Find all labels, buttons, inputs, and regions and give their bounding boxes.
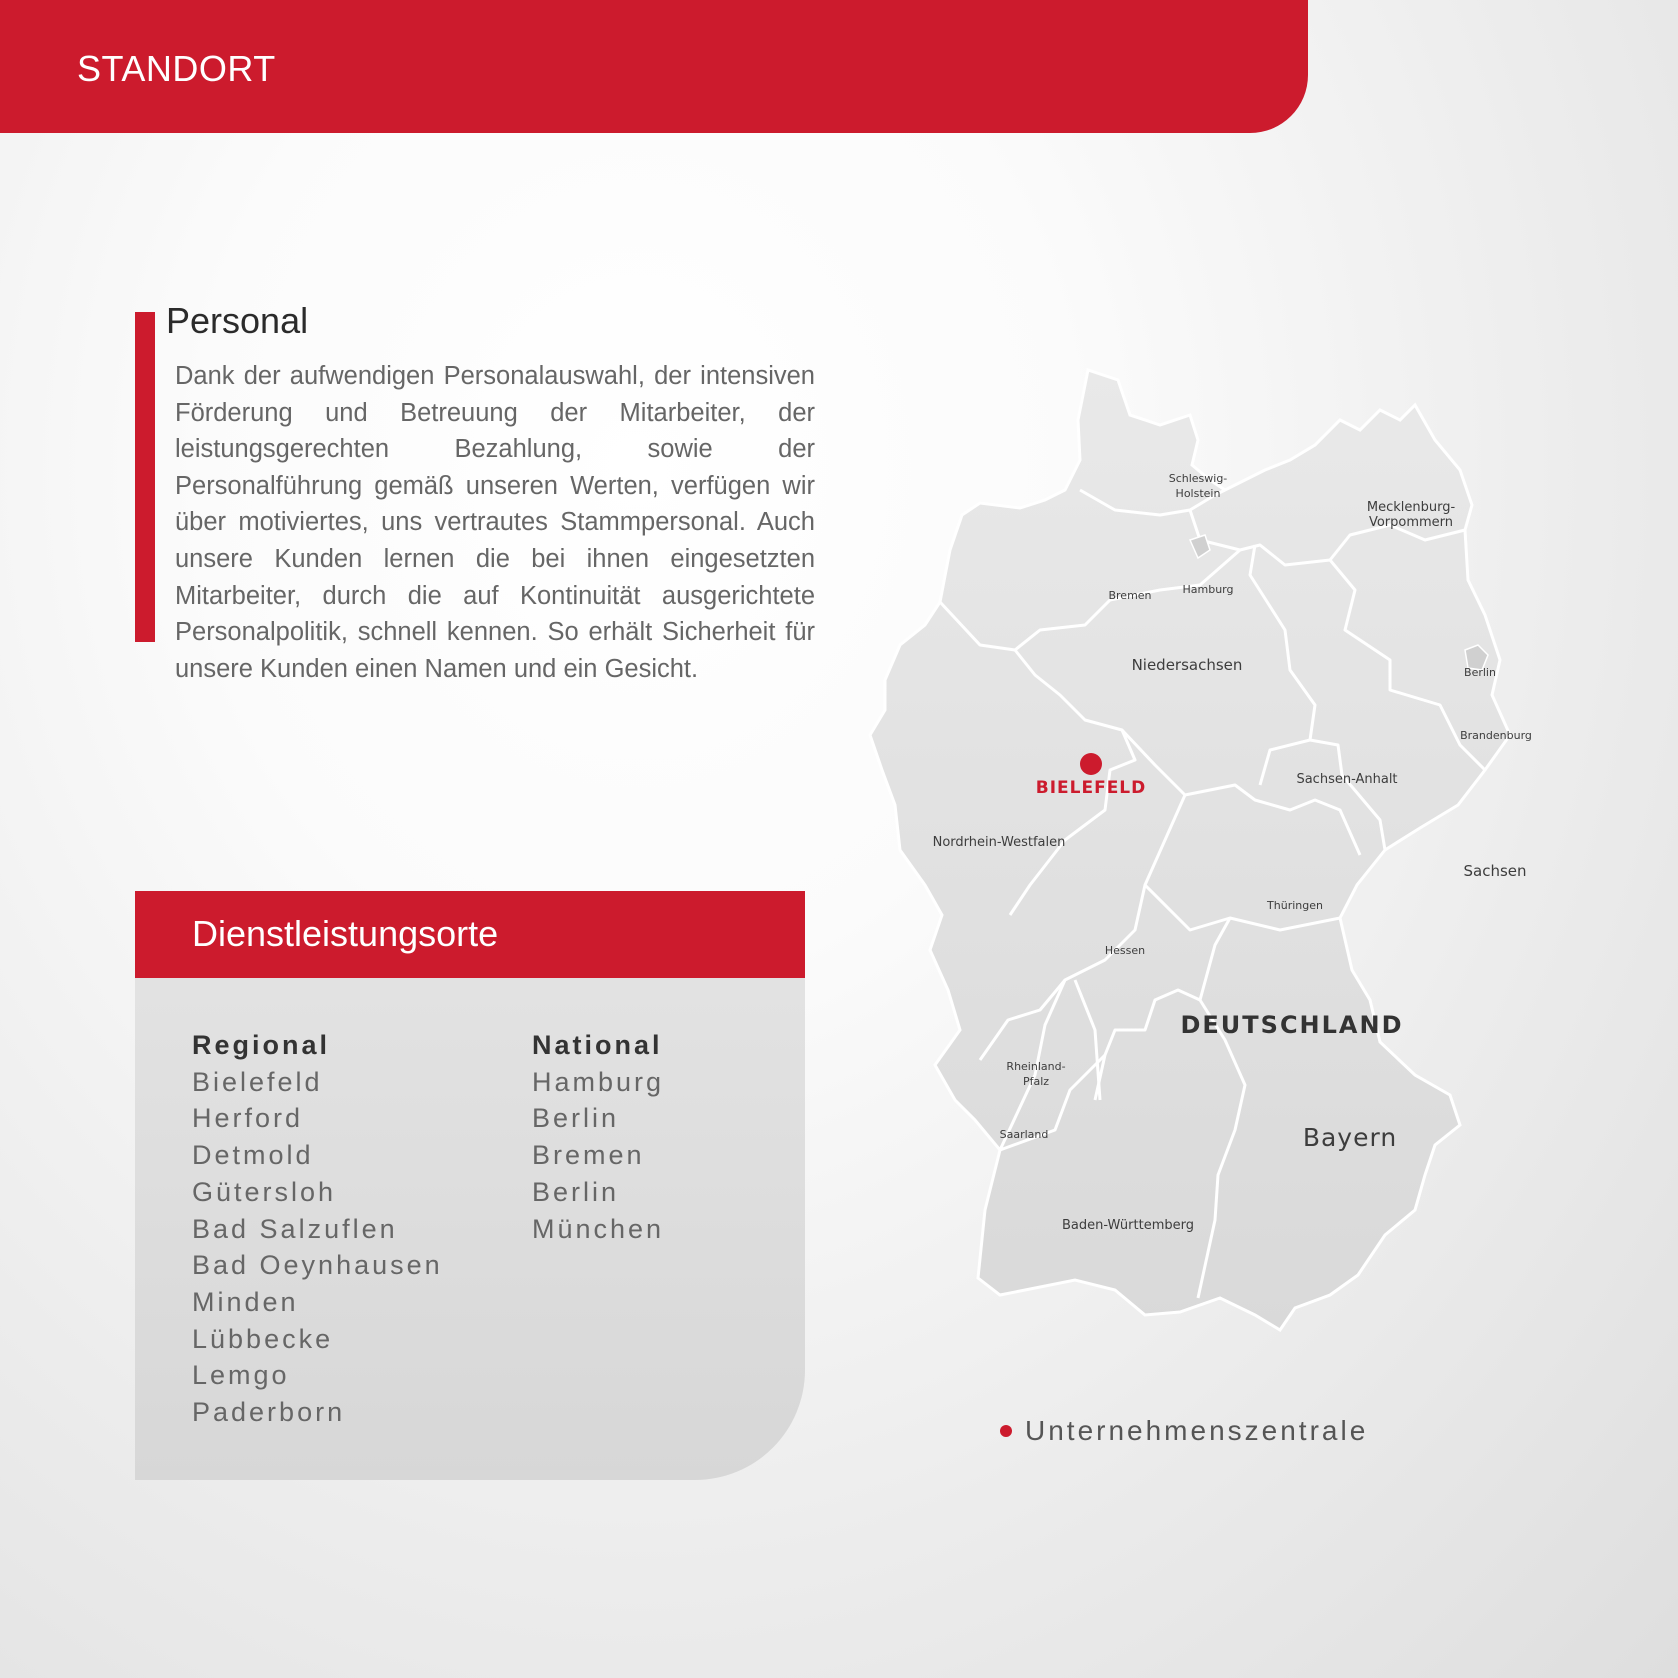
- label-schleswig-holstein: Schleswig- Holstein: [1168, 472, 1228, 500]
- label-saarland: Saarland: [999, 1128, 1049, 1141]
- personal-heading: Personal: [166, 300, 309, 341]
- list-item: Hamburg: [532, 1066, 665, 1097]
- label-thueringen: Thüringen: [1267, 899, 1323, 912]
- legend-marker: [1000, 1425, 1012, 1437]
- list-item: Bielefeld: [192, 1066, 323, 1097]
- label-rheinland-pfalz: Rheinland- Pfalz: [1006, 1060, 1066, 1088]
- map-legend: [1000, 1415, 1368, 1447]
- header-bar: [0, 0, 1308, 133]
- label-bayern: Bayern: [1302, 1123, 1398, 1152]
- label-hamburg: Hamburg: [1182, 583, 1234, 596]
- page-title: STANDORT: [77, 48, 276, 89]
- locations-panel: [135, 891, 805, 1480]
- legend-label: Unternehmenszentrale: [1025, 1415, 1369, 1446]
- label-nordrhein-westfalen: Nordrhein-Westfalen: [932, 835, 1066, 850]
- label-country: DEUTSCHLAND: [1180, 1011, 1404, 1039]
- label-hessen: Hessen: [1104, 944, 1146, 957]
- national-list: [532, 1064, 664, 1248]
- national-heading: National: [532, 1030, 663, 1060]
- list-item: Gütersloh: [192, 1176, 337, 1207]
- list-item: Bad Oeynhausen: [192, 1250, 443, 1281]
- label-brandenburg: Brandenburg: [1460, 729, 1532, 742]
- regional-column: [192, 1027, 443, 1431]
- label-headquarters-city: BIELEFELD: [1035, 778, 1147, 798]
- list-item: Paderborn: [192, 1397, 346, 1428]
- germany-map: [860, 340, 1640, 1390]
- label-niedersachsen: Niedersachsen: [1131, 656, 1243, 674]
- headquarters-marker: [1080, 753, 1102, 775]
- list-item: Herford: [192, 1103, 304, 1134]
- personal-text: Dank der aufwendigen Personalauswahl, der intensiven Förderung und Betreuung der Mitarbeiter, der leistungsgerechten Bezahlung, sowie der Personalführung gemäß unseren Werten, verfügen wir über motiviertes, uns vertrautes Stammpersonal. Auch unsere Kunden lernen die bei ihnen eingesetzten Mitarbeiter, durch die auf Kontinuität ausgerichtete Personalpolitik, schnell kennen. So erhält Sicherheit für unsere Kunden einen Namen und ein Gesicht.: [175, 362, 815, 683]
- list-item: Lemgo: [192, 1360, 290, 1391]
- list-item: Berlin: [532, 1176, 620, 1207]
- list-item: Berlin: [532, 1103, 620, 1134]
- list-item: Bremen: [532, 1140, 645, 1171]
- list-item: München: [532, 1213, 665, 1244]
- label-mecklenburg-vorpommern: Mecklenburg- Vorpommern: [1366, 500, 1456, 530]
- label-sachsen-anhalt: Sachsen-Anhalt: [1296, 772, 1398, 787]
- label-bremen: Bremen: [1108, 589, 1152, 602]
- national-column: [532, 1027, 664, 1247]
- list-item: Lübbecke: [192, 1323, 334, 1354]
- label-sachsen: Sachsen: [1463, 862, 1527, 880]
- section-accent-bar: [135, 312, 155, 642]
- regional-heading: Regional: [192, 1030, 331, 1060]
- list-item: Minden: [192, 1286, 299, 1317]
- label-berlin: Berlin: [1464, 666, 1496, 679]
- list-item: Bad Salzuflen: [192, 1213, 398, 1244]
- locations-panel-header: [135, 891, 805, 978]
- label-baden-wuerttemberg: Baden-Württemberg: [1062, 1218, 1194, 1233]
- locations-title: Dienstleistungsorte: [192, 913, 499, 954]
- list-item: Detmold: [192, 1140, 314, 1171]
- regional-list: [192, 1064, 443, 1431]
